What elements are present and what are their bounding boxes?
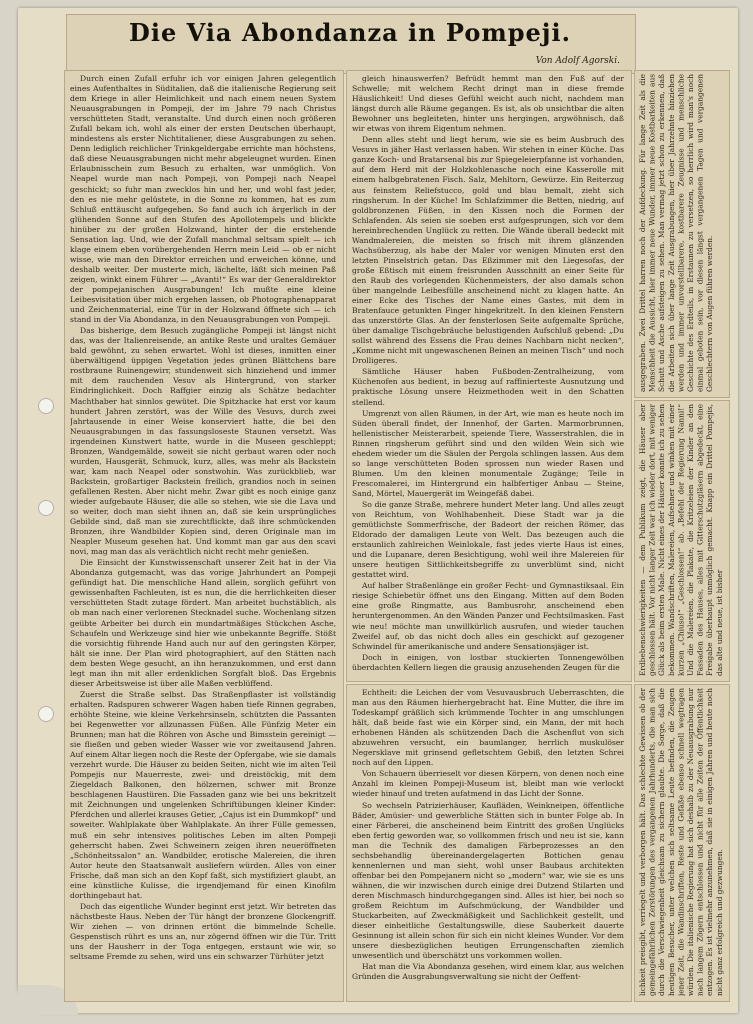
paragraph: Doch in einigen, von lostbar stuckierten Tonnengewölben überdachten Kellern liegen die grausig anzusehenden Zeugen für die bbox=[352, 652, 624, 672]
paragraph: Echtheit: die Leichen der vom Vesuvausbruch Ueberraschten, die man aus den Räumen hierhergebracht hat. Eine Mutter, die ihre im Todeskampf gräßlich sich krümmende Tochter in ang umschlungen hält, daß beide fast wie ein Körper sind, ein Mann, der mit hoch erhobenen Händen als schützenden Dach die Aschenflut von sich abzuwehren versucht, ein baumlanger, herrlich muskulöser Negersklave mit grinsend gefletschtem Gebiß, den letzten Schrei noch auf den Lippen. bbox=[352, 688, 624, 768]
binder-hole bbox=[38, 398, 54, 414]
paragraph: Zuerst die Straße selbst. Das Straßenpflaster ist vollständig erhalten. Radspuren schwerer Wagen haben tiefe Rinnen gegraben, erhöhte Steine, wie kleine Verkehrsinseln, schützten die Passanten bei Regenwetter vor allzunassen Füßen. Alle Fünfzig Meter ein Brunnen; man hat die Röhren von Asche und Bimsstein gereinigt — sie fließen und geben wieder Wasser wie vor zweitausend Jahren. Auf einem Altar liegen noch die Reste der Opfergabe, wie sie damals verzehrt wurde. Die Häuser zu beiden Seiten, nicht wie im alten Teil Pompejis nur Mauerreste, zwei- und dreistöckig, mit dem Ziegeldach Balkonen, den hölzernen, schwer mit Bronze beschlagenen Haustüren. Die Fassaden ganz wie bei uns bekritzelt mit Zeichnungen und ungelenken Schriftübungen kleiner Kinder: Pferdchen und allerlei krauses Getier, „Cajus ist ein Dummkopf“ und soweiter. Wahlplakate über Wahlplakate. An ihrer Fülle gemessen, muß ein sehr intensives politisches Leben im alten Pompeji geherrscht haben. Zwei Schweinern zeigen ihren neueröffneten „Schönheitssalon“ an. Wandbilder, erotische Malereien, die ihren Autor heute den Staatsanwalt ausliefern würden. Alles von einer Frische, daß man sich an den Kopf faßt, sich mystifiziert glaubt, an eine künstliche Kulisse, die irgendjemand für einen Kinofilm dorthingebaut hat. bbox=[70, 689, 336, 900]
article-title: Die Via Abondanza in Pompeji. bbox=[129, 18, 571, 47]
paragraph: gleich hinauswerfen? Befrüdt hemmt man den Fuß auf der Schwelle; mit welchem Recht dringt man in diese fremde Häuslichkeit! Und dieses Gefühl weicht auch nicht, nachdem man längst durch alle Räume gegangen. Es ist, als ob unsichtbar die alten Bewohner uns begleiteten, hinter uns hergingen, argwöhnisch, daß wir etwas von ihrem Eigentum nehmen. bbox=[352, 74, 624, 134]
paragraph: Von Schauern überrieselt vor diesen Körpern, von denen noch eine Anzahl im kleinen Pompeji-Museum ist, bleibt man wie verlockt wieder hinauf und treten aufatmend in das Licht der Sonne. bbox=[352, 769, 624, 799]
vertical-text-top: ausgegraben. Zwei Drittel harren noch der Aufdeckung. Für lange Zeit als die Menschheit die Aussicht, hier immer neue Wunder, immer neue Kostbarkeiten aus Schutt und Asche aufsteigen zu sehen. Man vermag jetzt schon zu erkennen, daß die Arbeiten sich über lange Zeit Ausgrabungen, hier über Jahrzehnte hinziehen werden und immer unvorstellbarere, kostbarere Zeugnisse und menschliche Geschichte des Erdteils, in Erstaunen zu versetzen, so herrlich wird man's noch einmal geboten sein, vor diesen längst vergangenen Tagen und vergangenen Geschlechtern von Augen führen werden. bbox=[638, 74, 715, 392]
binder-hole bbox=[38, 706, 54, 722]
right-column-top-text bbox=[352, 74, 624, 676]
right-column-bottom-text bbox=[352, 688, 624, 996]
paragraph: Umgrenzt von allen Räumen, in der Art, wie man es heute noch im Süden überall findet, der Innenhof, der Garten. Marmorbrunnen, hellenistischer Meisterarbeit, speiende Tiere, Wasserstrahlen, die in Rinnen ringsherum geführt sind und den wilden Wein sich wie ehedem wieder um die Säulen der Pergola schlingen lassen. Aus dem so lange verschütteten Boden sprossen nun wieder Rasen und Blumen. Um den kleinen monumentale Zugänge; Teile in Frescomalerei, im Hintergrund ein halbfertiger Anbau — Steine, Sand, Mörtel, Mauergerät im Weingefäß dabei. bbox=[352, 408, 624, 498]
paragraph: Die Einsicht der Kunstwissenschaft unserer Zeit hat in der Via Abondanza gutgemacht, was das vorige Jahrhundert an Pompeji gefündigt hat. Die menschliche Hand allein, sorglich geführt von gewissenhaften Fachleuten, ist es nun, die die herrlichkeiten dieser verschütteten Stadt zutage fördert. Man arbeitet buchstäblich, als ob man nach einer verlorenen Stecknadel suche. Wochenlang sitzen geübte Arbeiter bei durch ein mundartmäßiges Stückchen Asche, Schaufeln und Werkzeuge sind hier wie unbekannte Begriffe. Stößt die vorsichtig führende Hand auch nur auf den geringsten Körper, hält sie inne. Der Plan wird photographiert, auf den Stätten nach dem besten Wege gesucht, an ihn heranzukommen, und erst dann legt man ihn mit aller erdenklichen Sorgfalt bloß. Das Ergebnis dieser Arbeitsweise ist über alle Maßen verblüffend. bbox=[70, 558, 336, 688]
paragraph: Sämtliche Häuser haben Fußboden-Zentralheizung, vom Küchenofen aus bedient, in bezug auf raffinierteste Ausnutzung und praktische Lösung unsere Heizmethoden weit in den Schatten stellend. bbox=[352, 367, 624, 407]
paragraph: Denn alles steht und liegt herum, wie sie es beim Ausbruch des Vesuvs in jäher Hast verlassen haben. Wir stehen in einer Küche. Das ganze Koch- und Bratarsenal bis zur Spiegeleierpfanne ist vorhanden, auf dem Herd mit der Holzkohlenasche noch eine Kasserolle mit einem halbgebratenen Fisch. Salz, Mehltorn, Gewürze. Ein Reiterzug aus feinstem Reliefstucco, gold und blau bemalt, zieht sich ringsherum. In der Küche! Im Schlafzimmer die Betten, niedrig, auf goldbronzenen Füßen, in den Kissen noch die Formen der Schlafenden. Als seien sie soeben erst aufgesprungen, sich vor dem hereinbrechenden Unglück zu retten. Die Wände überall bedeckt mit Wandmalereien, die meisten so frisch mit ihrem glänzenden Wachsüberzug, als habe der Maler vor wenigen Minuten erst den letzten Pinselstrich getan. Das Eßzimmer mit den Liegesofas, der große Eßtisch mit einem freisrunden Ausschnitt an einer Seite für den Raub des vorlegenden Küchenmeisters, der also damals schon über mangelnde Leibesfülle anscheinend nicht zu klagen hatte. An einer Ecke des Tisches der Name eines Gastes, mit dem in Bratenfauce getunkten Finger hingekritzelt. In den kleinen Fenstern das unzerstörte Glas. An der fensterlosen Seite aufgemalte Sprüche, über damalige Tischgebräuche belustigenden Aufschluß gebend: „Du sollst während des Essens die Frau deines Nachbarn nicht necken“, „Komme nicht mit ungewaschenen Beinen an meinen Tisch“ und noch Drolligeres. bbox=[352, 135, 624, 366]
binder-hole bbox=[38, 500, 54, 516]
paragraph: Hat man die Via Abondanza gesehen, wird einem klar, aus welchen Gründen die Ausgrabungsverwaltung sie nicht der Oeffent- bbox=[352, 962, 624, 982]
paragraph: So die ganze Straße, mehrere hundert Meter lang. Und alles zeugt von Reichtum, von Wohlhabenheit. Diese Stadt war ja die gemütlichste Sommerfrische, der Badeort der reichen Römer, das Eldorado der damaligen Leute von Welt. Das bezeugen auch die erstaunlich zahlreichen Weinlokale, fast jedes vierte Haus ist eines, und die Lupanare, deren Besichtigung, wohl weil ihre Malereien für unsere heutigen Sittlichkeitsbegriffe zu unverblümt sind, nicht gestattet wird. bbox=[352, 499, 624, 580]
paragraph: Auf halber Straßenlänge ein großer Fecht- und Gymnastiksaal. Ein riesige Schiebetür öffnet uns den Eingang. Mitten auf dem Boden eine große Ringmatte, aus Bambusrohr, anscheinend eben heruntergenommen. An den Wänden Panzer und Fechtsilmasken. Fast wie neu! möchte man unwillkürlich ausrufen, und wieder tauchen Zweifel auf, ob das nicht doch alles ein geschickt auf gezogener Schwindel für amerikanische und andere Sensationsjäger ist. bbox=[352, 581, 624, 651]
article-byline: Von Adolf Agorski. bbox=[535, 56, 620, 66]
paragraph: Doch das eigentliche Wunder beginnt erst jetzt. Wir betreten das nächstbeste Haus. Neben der Tür hängt der bronzene Glockengriff. Wir ziehen — von drinnen ertönt die bimmelnde Schelle. Gespenstisch rührt es uns an, nur zögernd öffnen wir die Tür. Tritt uns der Hausherr in der Toga entgegen, erstaunt wie wir, so seltsame Fremde zu sehen, wird uns ein schwarzer Türhüter jetzt bbox=[70, 901, 336, 962]
paragraph: So wechseln Patrizierhäuser, Kaufläden, Weinkneipen, öffentliche Bäder, Amüsier- und gewerbliche Stätten sich in bunter Folge ab. In einer Färberei, die anscheinend beim Eintritt des großen Unglücks eben fertig geworden war, so vollkommen frisch und neu ist sie, kann man die Technik des damaligen Färbeprozesses an den sechsbehandlig übereinandergelagerten Bottichen genau kennenlernen und man sieht, wohl unser Baubaus architekten offenbar bei den Pompejanern nicht so „modern“ war, wie sie es uns wähnen, die wir inzwischen durch einige drei Dutzend Stilarten und deren Mischmasch hindurchgegangen sind. Alles ist hier, bei noch so großem Reichtum im Aufschmückung, der Wandbilder und Stuckarbeiten, auf Zweckmäßigkeit und Sachlichkeit gestellt, und dieser einheitliche Gestaltungswille, diese Sauberkeit dauerte Gesinnung ist allein schon für sich ein nicht kleines Wunder. Vor dem unsere diesbezüglichen heutigen Errungenschaften ziemlich unwesentlich und überschätzt uns vorkommen wollen. bbox=[352, 800, 624, 961]
vertical-text-middle: Erdbebenschwierigkeiten — dem Publikum zeigt, die Häuser aber geschlossen hält. Vor nicht langer Zeit war ich wieder dort, mit weniger Glück als beim ersten Male. Nicht eines der Häuser konnte ich zu sehen bekommen. Wandschriften, Malereien, Aufsehner und winken mit einer kurzen „Chiuso!“ „Geschlossen!“ ab. „Befehl der Regierung Nanni!“ Und die Malereien, die Plakate, die Kritzeleien der Kinder an den Fassaden des Hauses, alles mit Gitterschutzgläsern abgedeckt, eine Freigabe überhaupt unmöglich gemacht. Knapp ein Drittel Pompejis, das alte und neue, ist bisher bbox=[638, 404, 724, 676]
paragraph: Das bisherige, dem Besuch zugängliche Pompeji ist längst nicht das, was der Italienreisende, an antike Reste und uraltes Gemäuer bald gewöhnt, zu sehen erwartet. Wohl ist dieses, inmitten einer überwältigend üppigen Vegetation jedes grünen Blättchens bare rostbraune Ruinengewirr, stundenweit sich hinziehend und immer mit dem rauchenden Vesuv als Hintergrund, von starker Eindringlichkeit. Doch Raffgier einzig als Schätze bedachter Machthaber hat sinnlos gewütet. Die Spitzhacke hat erst vor kaum hundert Jahren zerstört, was der Wille des Vesuvs, durch zwei Jahrtausende in einer Weise konserviert hatte, die bei den Neuausgrabungen in das fassungsloseste Staunen versetzt. Was irgendeinen Kunstwert hatte, wurde in die Museen geschleppt; Bronzen, Wandgemälde, soweit sie nicht gerbaut waren oder noch wurden, Hausgerät, Schmuck, kurz, alles, was mehr als Backstein war, kam nach Neapel oder sonstwohin. Was zurückblieb, war Backstein, großartiger Backstein freilich, grandios noch in seinen gefallenen Resten. Aber nicht mehr. Zwar gibt es noch einige ganz wieder aufgebaute Häuser, die alle so stehen, wie sie die Lava und so weiter, doch man sieht ihnen an, daß sie kein ursprüngliches Gebilde sind, daß man sie zurechtflickte, daß ihre schmückenden Bronzen, ihre Wandbilder Kopien sind, deren Originale man im Neapler Museum gesehen hat. Und kommt man gar aus den scavi novi, mag man das als verächtlich nicht recht mehr genießen. bbox=[70, 326, 336, 557]
vertical-text-bottom: lichkeit preisgibt, verriegelt und verborgen hält. Das schlechte Gewissen ob der gemeingefährlichen Zerstörungen des vergangenen Jahrhunderts, die man sich durch die Verschwiegenheit gleichsam zu sichern glaubte. Die Sorge, daß die heutigen Besucher, unter welchen sich seltsame Leute befinden, die Zeugen jener Zeit, die Wandinschriften, Reste und Gefäße ebenso schnell wegtragen würden. Die italienische Regierung hat sich deshalb zu der Neuausgrabung nur nach langem Zögern entschlossen und nicht für alle Zeiten der Öffentlichkeit entzogen. Es ist vielmehr anzunehmen, daß sie in einigen Jahren und heute noch nicht ganz erfolgreich und gezwungen. bbox=[638, 688, 724, 996]
paragraph: Durch einen Zufall erfuhr ich vor einigen Jahren gelegentlich eines Aufenthaltes in Süditalien, daß die italienische Regierung seit dem Kriege in aller Heimlichkeit und nach einem neuen System Neuausgrabungen in Pompeji, der im Jahre 79 nach Christus verschütteten Stadt, veranstalte. Und durch einen noch größeren Zufall bekam ich, wohl als einer der ersten Deutschen überhaupt, mindestens als erster Nichtitaliener, diese Ausgrabungen zu sehen. Denn lediglich reichlicher Trinkgeldergabe errichte man höchstens, daß diese Neuausgrabungen nicht mehr abgeleugnet wurden. Einen Erlaubnisschein zum Besuch zu erhalten, war unmöglich. Von Neapel wurde man nach Pompeji, von Pompeji nach Neapel geschickt; so fuhr man zwecklos hin und her, und wohl fast jeder, den es nie mehr gelüstete, in die Sonne zu kommen, hat es zum Schluß enttäuscht aufgegeben. So fand auch ich ärgerlich in der glühenden Sonne auf den Stufen des Apollotempels und blickte hinüber zu der großen Holzwand, hinter der die erstehende Sensation lag. Und, wie der Zufall manchmal seltsam spielt — ich klage einem eben vorübergehenden Herrn mein Leid — ob er nicht wisse, wie man den Direktor erreichen und erweichen könne, und deshalb weiter. Der musterte mich, lächelte, läßt sich meinen Paß zeigen, winkt einem Führer — „Avanti!“ Es war der Generaldirektor der pompejanischen Ausgrabungen! Ich mußte eine kleine Leibesvisitation über mich ergehen lassen, ob Photographenapparat und Zeichenmaterial, eine Tür in der Holzwand öffnete sich — ich stand in der Via Abondanza, in den Neuausgrabungen von Pompeji. bbox=[70, 74, 336, 325]
left-column-text bbox=[70, 74, 336, 994]
